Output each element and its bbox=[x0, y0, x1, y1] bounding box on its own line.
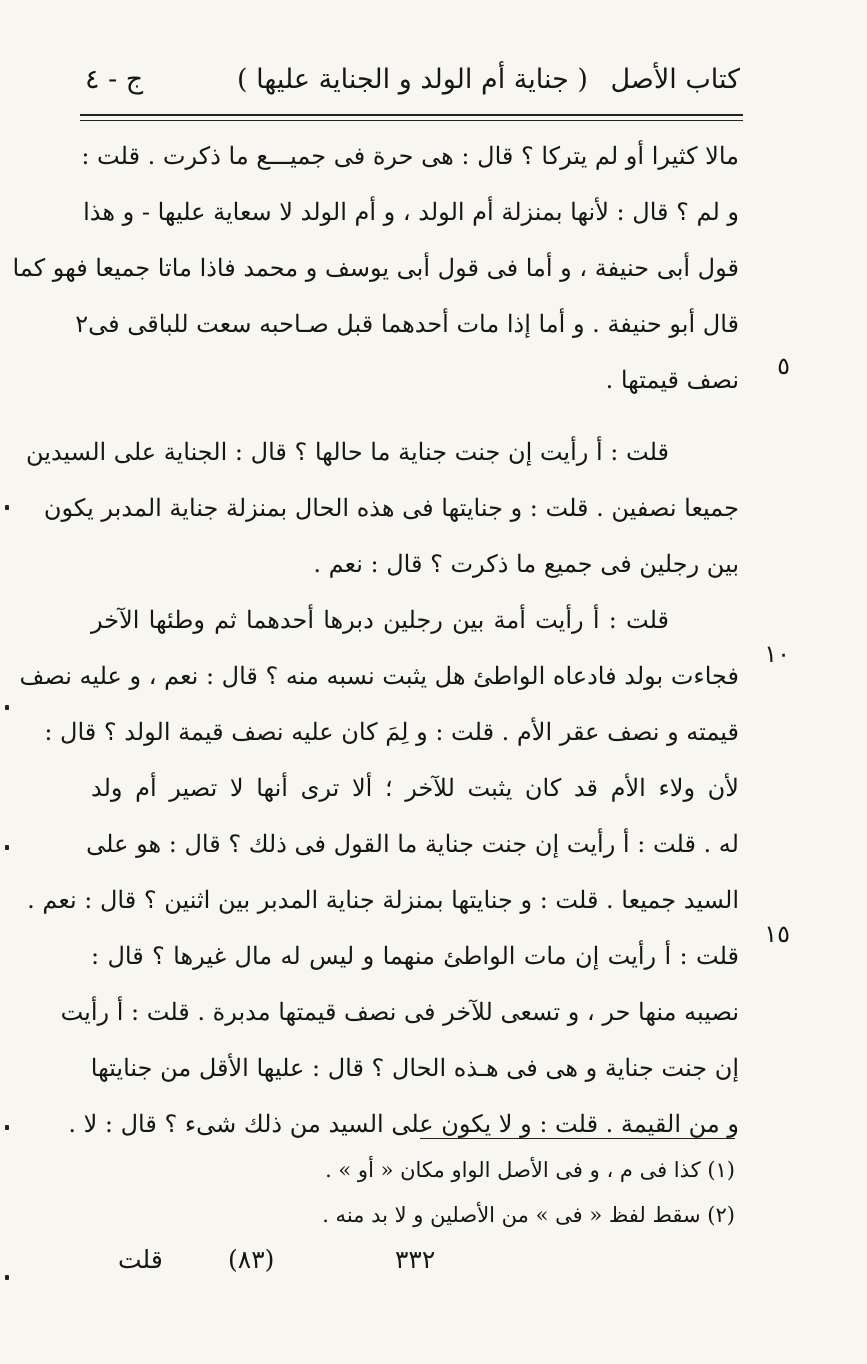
scan-speck bbox=[5, 705, 9, 710]
text-line: قلت : أ رأيت إن مات الواطئ منهما و ليس له مال غيرها ؟ قال : bbox=[91, 942, 739, 970]
text-line: جميعا نصفين . قلت : و جنايتها فى هذه الحال بمنزلة جناية المدبر يكون bbox=[43, 494, 739, 522]
line-number-10: ١٠ bbox=[764, 640, 790, 668]
chapter-title: ( جناية أم الولد و الجناية عليها ) bbox=[237, 64, 588, 95]
footnote-rule bbox=[420, 1138, 735, 1139]
signature-mark: (٨٣) bbox=[228, 1245, 275, 1274]
text-line: نصف قيمتها . bbox=[605, 366, 739, 394]
running-header bbox=[85, 48, 740, 108]
text-line: قلت : أ رأيت إن جنت جناية ما حالها ؟ قال : الجناية على السيدين bbox=[26, 438, 669, 466]
line-number-5: ٥ bbox=[777, 352, 790, 380]
header-rule bbox=[80, 114, 743, 116]
text-line: قال أبو حنيفة . و أما إذا مات أحدهما قبل صـاحبه سعت للباقى فى٢ bbox=[75, 310, 739, 338]
text-line: و من القيمة . قلت : و لا يكون على السيد من ذلك شىء ؟ قال : لا . bbox=[68, 1110, 739, 1138]
scan-speck bbox=[5, 1275, 9, 1280]
catchword: قلت bbox=[118, 1245, 163, 1274]
text-line: نصيبه منها حر ، و تسعى للآخر فى نصف قيمتها مدبرة . قلت : أ رأيت bbox=[60, 998, 739, 1026]
line-number-15: ١٥ bbox=[764, 920, 790, 948]
book-title: كتاب الأصل bbox=[610, 64, 740, 95]
text-line: إن جنت جناية و هى فى هـذه الحال ؟ قال : عليها الأقل من جنايتها bbox=[90, 1054, 739, 1082]
page-footer bbox=[110, 1245, 470, 1295]
text-line: قول أبى حنيفة ، و أما فى قول أبى يوسف و محمد فاذا ماتا جميعا فهو كما bbox=[12, 254, 739, 282]
page-number: ٣٣٢ bbox=[395, 1245, 436, 1274]
scan-speck bbox=[5, 1125, 9, 1130]
text-line: قيمته و نصف عقر الأم . قلت : و لِمَ كان عليه نصف قيمة الولد ؟ قال : bbox=[44, 718, 739, 746]
footnote: (١) كذا فى م ، و فى الأصل الواو مكان « أو » . bbox=[325, 1158, 735, 1182]
footnote: (٢) سقط لفظ « فى » من الأصلين و لا بد منه . bbox=[322, 1203, 735, 1227]
scan-speck bbox=[5, 845, 9, 850]
text-line: له . قلت : أ رأيت إن جنت جناية ما القول فى ذلك ؟ قال : هو على bbox=[86, 830, 739, 858]
footnotes bbox=[300, 1148, 735, 1238]
text-line: لأن ولاء الأم قد كان يثبت للآخر ؛ ألا ترى أنها لا تصير أم ولد bbox=[91, 774, 739, 802]
text-line: و لم ؟ قال : لأنها بمنزلة أم الولد ، و أم الولد لا سعاية عليها - و هذا bbox=[83, 198, 739, 226]
main-text bbox=[12, 128, 739, 1152]
text-line: فجاءت بولد فادعاه الواطئ هل يثبت نسبه منه ؟ قال : نعم ، و عليه نصف bbox=[19, 662, 739, 690]
text-line: بين رجلين فى جميع ما ذكرت ؟ قال : نعم . bbox=[313, 550, 739, 578]
text-line: قلت : أ رأيت أمة بين رجلين دبرها أحدهما ثم وطئها الآخر bbox=[91, 606, 669, 634]
text-line: السيد جميعا . قلت : و جنايتها بمنزلة جناية المدبر بين اثنين ؟ قال : نعم . bbox=[27, 886, 739, 914]
text-line: مالا كثيرا أو لم يتركا ؟ قال : هى حرة فى جميـــع ما ذكرت . قلت : bbox=[81, 142, 739, 170]
scan-speck bbox=[5, 505, 9, 510]
part-number: ج - ٤ bbox=[85, 64, 144, 95]
header-rule-thin bbox=[80, 120, 743, 121]
